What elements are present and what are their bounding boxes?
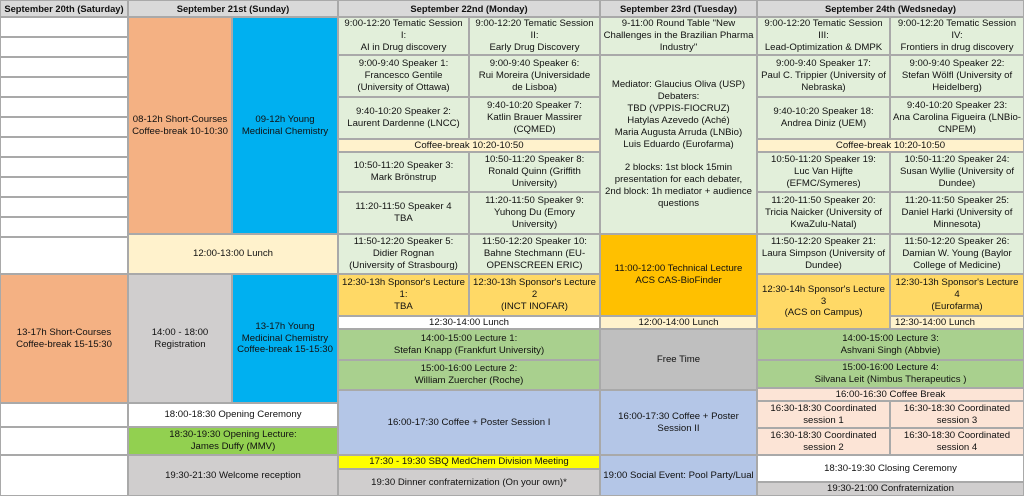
monday-speaker-6: 9:00-9:40 Speaker 6: Rui Moreira (Universidade de Lisboa): [469, 55, 600, 97]
monday-coffee-break: Coffee-break 10:20-10:50: [338, 139, 600, 152]
monday-speaker-9: 11:20-11:50 Speaker 9: Yuhong Du (Emory University): [469, 192, 600, 234]
header-tuesday: September 23rd (Tuesday): [600, 0, 757, 17]
wednesday-coffee-break: Coffee-break 10:20-10:50: [757, 139, 1024, 152]
sunday-registration: 14:00 - 18:00 Registration: [128, 274, 232, 403]
monday-speaker-5: 11:50-12:20 Speaker 5: Didier Rognan (University of Strasbourg): [338, 234, 469, 274]
wednesday-speaker-17: 9:00-9:40 Speaker 17: Paul C. Trippier (University of Nebraska): [757, 55, 890, 97]
sunday-welcome-reception: 19:30-21:30 Welcome reception: [128, 455, 338, 496]
monday-speaker-1: 9:00-9:40 Speaker 1: Francesco Gentile (University of Ottawa): [338, 55, 469, 97]
wednesday-session-3: 9:00-12:20 Tematic Session III: Lead-Optimization & DMPK: [757, 17, 890, 55]
monday-lunch: 12:30-14:00 Lunch: [338, 316, 600, 329]
wednesday-lecture-4: 15:00-16:00 Lecture 4: Silvana Leit (Nimbus Therapeutics ): [757, 360, 1024, 388]
sunday-short-courses: 08-12h Short-Courses Coffee-break 10-10:30: [128, 17, 232, 234]
empty-cell: [0, 427, 128, 455]
wednesday-lecture-3: 14:00-15:00 Lecture 3: Ashvani Singh (Abbvie): [757, 329, 1024, 360]
empty-cell: [0, 37, 128, 57]
wednesday-speaker-19: 10:50-11:20 Speaker 19: Luc Van Hijfte (EFMC/Symeres): [757, 152, 890, 192]
empty-cell: [0, 403, 128, 427]
monday-lecture-1: 14:00-15:00 Lecture 1: Stefan Knapp (Frankfurt University): [338, 329, 600, 360]
wednesday-closing-ceremony: 18:30-19:30 Closing Ceremony: [757, 455, 1024, 482]
wednesday-speaker-24: 10:50-11:20 Speaker 24: Susan Wyllie (University of Dundee): [890, 152, 1024, 192]
header-wednesday: September 24th (Wedsneday): [757, 0, 1024, 17]
wednesday-speaker-22: 9:00-9:40 Speaker 22: Stefan Wölfl (University of Heidelberg): [890, 55, 1024, 97]
monday-sponsor-lecture-2: 12:30-13h Sponsor's Lecture 2 (INCT INOFAR): [469, 274, 600, 316]
monday-speaker-4: 11:20-11:50 Speaker 4 TBA: [338, 192, 469, 234]
tuesday-debate-details: Mediator: Glaucius Oliva (USP) Debaters: TBD (VPPIS-FIOCRUZ) Hatylas Azevedo (Aché) Maria Augusta Arruda (LNBio) Luis Eduardo (Eurofarma) 2 blocks: 1st block 15min presentation for each debater, 2nd block: 1h mediator + audience questions: [600, 55, 757, 234]
empty-cell: [0, 217, 128, 237]
monday-lecture-2: 15:00-16:00 Lecture 2: William Zuercher (Roche): [338, 360, 600, 390]
wednesday-confraternization: 19:30-21:00 Confraternization: [757, 482, 1024, 496]
monday-sponsor-lecture-1: 12:30-13h Sponsor's Lecture 1: TBA: [338, 274, 469, 316]
wednesday-speaker-21: 11:50-12:20 Speaker 21: Laura Simpson (University of Dundee): [757, 234, 890, 274]
saturday-short-courses: 13-17h Short-Courses Coffee-break 15-15:30: [0, 274, 128, 403]
empty-cell: [0, 455, 128, 496]
wednesday-speaker-23: 9:40-10:20 Speaker 23: Ana Carolina Figueira (LNBio- CNPEM): [890, 97, 1024, 139]
empty-cell: [0, 157, 128, 177]
monday-session-2: 9:00-12:20 Tematic Session II: Early Drug Discovery: [469, 17, 600, 55]
monday-poster-session: 16:00-17:30 Coffee + Poster Session I: [338, 390, 600, 455]
header-sunday: September 21st (Sunday): [128, 0, 338, 17]
empty-cell: [0, 197, 128, 217]
wednesday-coordinated-session-3: 16:30-18:30 Coordinated session 3: [890, 401, 1024, 428]
empty-cell: [0, 77, 128, 97]
tuesday-poster-session: 16:00-17:30 Coffee + Poster Session II: [600, 390, 757, 455]
wednesday-lunch: 12:30-14:00 Lunch: [890, 316, 1024, 329]
wednesday-sponsor-lecture-3: 12:30-14h Sponsor's Lecture 3 (ACS on Campus): [757, 274, 890, 329]
monday-sbq-meeting: 17:30 - 19:30 SBQ MedChem Division Meeting: [338, 455, 600, 469]
empty-cell: [0, 177, 128, 197]
empty-cell: [0, 57, 128, 77]
sunday-lunch: 12:00-13:00 Lunch: [128, 234, 338, 274]
tuesday-free-time: Free Time: [600, 329, 757, 390]
empty-cell: [0, 237, 128, 274]
wednesday-session-4: 9:00-12:20 Tematic Session IV: Frontiers in drug discovery: [890, 17, 1024, 55]
monday-speaker-8: 10:50-11:20 Speaker 8: Ronald Quinn (Griffith University): [469, 152, 600, 192]
wednesday-coordinated-session-1: 16:30-18:30 Coordinated session 1: [757, 401, 890, 428]
wednesday-coffee-break-2: 16:00-16:30 Coffee Break: [757, 388, 1024, 401]
wednesday-speaker-18: 9:40-10:20 Speaker 18: Andrea Diniz (UEM): [757, 97, 890, 139]
wednesday-sponsor-lecture-4: 12:30-13h Sponsor's Lecture 4 (Eurofarma): [890, 274, 1024, 316]
empty-cell: [0, 137, 128, 157]
tuesday-social-event: 19:00 Social Event: Pool Party/Lual: [600, 455, 757, 496]
tuesday-technical-lecture: 11:00-12:00 Technical Lecture ACS CAS-BioFinder: [600, 234, 757, 316]
sunday-opening-ceremony: 18:00-18:30 Opening Ceremony: [128, 403, 338, 427]
empty-cell: [0, 97, 128, 117]
monday-speaker-3: 10:50-11:20 Speaker 3: Mark Brönstrup: [338, 152, 469, 192]
header-saturday: September 20th (Saturday): [0, 0, 128, 17]
tuesday-round-table: 9-11:00 Round Table "New Challenges in the Brazilian Pharma Industry": [600, 17, 757, 55]
sunday-young-chemistry-am: 09-12h Young Medicinal Chemistry: [232, 17, 338, 234]
wednesday-speaker-20: 11:20-11:50 Speaker 20: Tricia Naicker (University of KwaZulu-Natal): [757, 192, 890, 234]
sunday-opening-lecture: 18:30-19:30 Opening Lecture: James Duffy (MMV): [128, 427, 338, 455]
wednesday-speaker-26: 11:50-12:20 Speaker 26: Damian W. Young (Baylor College of Medicine): [890, 234, 1024, 274]
wednesday-coordinated-session-4: 16:30-18:30 Coordinated session 4: [890, 428, 1024, 455]
sunday-young-chemistry-pm: 13-17h Young Medicinal Chemistry Coffee-break 15-15:30: [232, 274, 338, 403]
wednesday-coordinated-session-2: 16:30-18:30 Coordinated session 2: [757, 428, 890, 455]
monday-dinner: 19:30 Dinner confraternization (On your own)*: [338, 469, 600, 496]
monday-session-1: 9:00-12:20 Tematic Session I: AI in Drug discovery: [338, 17, 469, 55]
monday-speaker-10: 11:50-12:20 Speaker 10: Bahne Stechmann (EU- OPENSCREEN ERIC): [469, 234, 600, 274]
empty-cell: [0, 17, 128, 37]
tuesday-lunch: 12:00-14:00 Lunch: [600, 316, 757, 329]
monday-speaker-2: 9:40-10:20 Speaker 2: Laurent Dardenne (LNCC): [338, 97, 469, 139]
empty-cell: [0, 117, 128, 137]
monday-speaker-7: 9:40-10:20 Speaker 7: Katlin Brauer Massirer (CQMED): [469, 97, 600, 139]
wednesday-speaker-25: 11:20-11:50 Speaker 25: Daniel Harki (University of Minnesota): [890, 192, 1024, 234]
header-monday: September 22nd (Monday): [338, 0, 600, 17]
